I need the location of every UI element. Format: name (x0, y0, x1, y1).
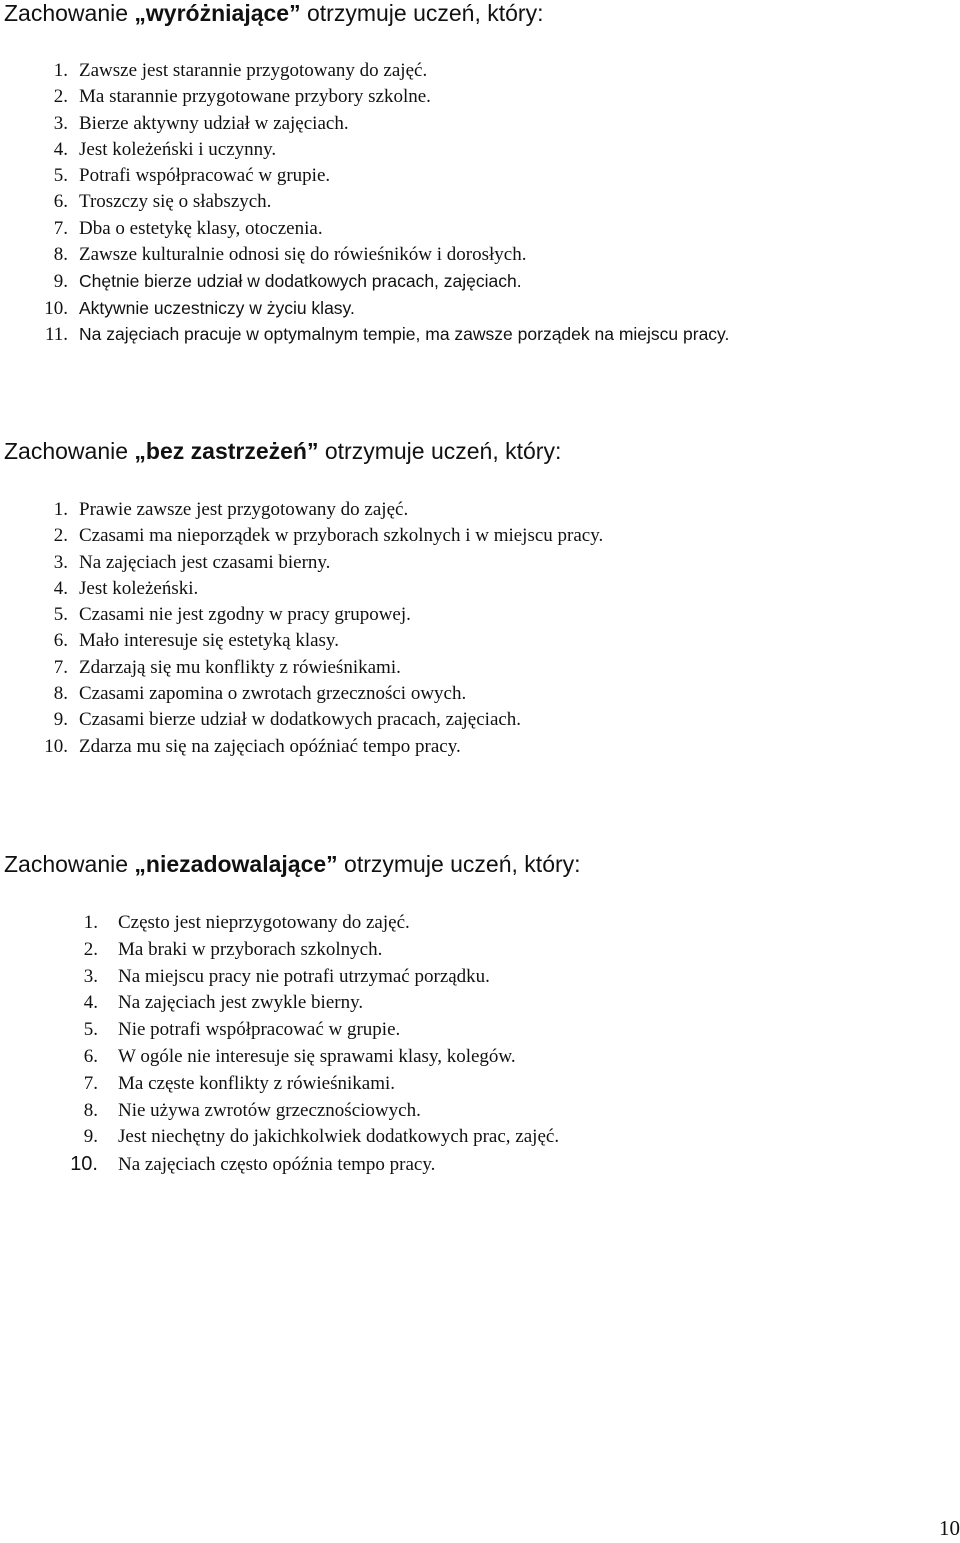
item-text: Jest koleżeński i uczynny. (79, 138, 277, 160)
item-number: 2. (53, 86, 68, 108)
item-text: Na miejscu pracy nie potrafi utrzymać porządku. (118, 965, 490, 987)
list-item (0, 84, 729, 110)
item-text: Prawie zawsze jest przygotowany do zajęć. (79, 499, 409, 520)
list-item (0, 937, 559, 964)
item-text: Ma braki w przyborach szkolnych. (118, 938, 383, 960)
page-number: 10 (939, 1516, 960, 1540)
list-item (0, 1124, 559, 1151)
item-text: Ma częste konflikty z rówieśnikami. (118, 1072, 396, 1094)
item-text: Zawsze kulturalnie odnosi się do rówieśników i dorosłych. (79, 244, 527, 266)
item-number: 10. (44, 297, 68, 319)
item-number: 7. (53, 656, 68, 678)
item-text: Nie potrafi współpracować w grupie. (118, 1019, 401, 1041)
item-text: Aktywnie uczestniczy w życiu klasy. (79, 297, 355, 318)
item-text: Chętnie bierze udział w dodatkowych pracach, zajęciach. (79, 271, 522, 292)
item-number: 4. (53, 577, 68, 599)
item-number: 10. (44, 735, 68, 757)
list-item (0, 137, 729, 163)
list-item (0, 990, 559, 1017)
item-text: Czasami ma nieporządek w przyborach szkolnych i w miejscu pracy. (79, 525, 604, 547)
item-text: Ma starannie przygotowane przybory szkolne. (79, 86, 431, 108)
item-text: Często jest nieprzygotowany do zajęć. (118, 912, 410, 933)
item-number: 5. (83, 1019, 98, 1041)
list-item (0, 163, 729, 189)
list-item (0, 576, 603, 602)
item-text: Na zajęciach jest zwykle bierny. (118, 992, 364, 1014)
list-item (0, 111, 729, 137)
item-number: 3. (53, 112, 68, 134)
item-number: 5. (53, 165, 68, 187)
heading-suffix: otrzymuje uczeń, który: (300, 0, 544, 26)
item-number: 1. (53, 60, 68, 81)
list-item (0, 497, 603, 523)
heading-prefix: Zachowanie (4, 851, 135, 877)
item-text: Czasami nie jest zgodny w pracy grupowej. (79, 604, 411, 626)
item-text: Dba o estetykę klasy, otoczenia. (79, 217, 323, 239)
item-number: 6. (53, 191, 68, 213)
item-number: 5. (53, 604, 68, 626)
list-item (0, 1151, 559, 1178)
item-text: Czasami zapomina o zwrotach grzeczności owych. (79, 683, 467, 705)
item-text: Mało interesuje się estetyką klasy. (79, 630, 339, 652)
heading-keyword: „wyróżniające” (134, 0, 301, 26)
section-heading-niezadowalajace (4, 853, 581, 876)
list-item (0, 602, 603, 628)
list-item (0, 707, 603, 733)
list-item (0, 242, 729, 268)
item-number: 8. (53, 244, 68, 266)
item-number: 6. (83, 1045, 98, 1067)
item-number: 3. (53, 551, 68, 573)
section-heading-bez-zastrzezen (4, 440, 561, 463)
item-text: Nie używa zwrotów grzecznościowych. (118, 1099, 421, 1121)
list-item (0, 189, 729, 215)
heading-keyword: „bez zastrzeżeń” (134, 438, 319, 464)
list-item (0, 1071, 559, 1098)
list-item (0, 910, 559, 937)
item-number: 2. (83, 938, 98, 960)
item-text: Zdarza mu się na zajęciach opóźniać tempo pracy. (79, 735, 461, 757)
item-text: W ogóle nie interesuje się sprawami klasy, kolegów. (118, 1045, 516, 1067)
item-number: 8. (53, 683, 68, 705)
list-item (0, 58, 729, 84)
list-item (0, 321, 729, 347)
list-item (0, 216, 729, 242)
list-item (0, 734, 603, 760)
item-text: Bierze aktywny udział w zajęciach. (79, 112, 349, 134)
list-item (0, 550, 603, 576)
item-number: 4. (83, 992, 98, 1014)
heading-suffix: otrzymuje uczeń, który: (318, 438, 562, 464)
item-number: 7. (83, 1072, 98, 1094)
item-text: Na zajęciach często opóźnia tempo pracy. (118, 1154, 436, 1176)
item-number: 2. (53, 525, 68, 547)
heading-suffix: otrzymuje uczeń, który: (337, 851, 581, 877)
list-item (0, 681, 603, 707)
item-number: 11. (44, 323, 68, 345)
list-item (0, 523, 603, 549)
list-item (0, 1017, 559, 1044)
item-text: Na zajęciach pracuje w optymalnym tempie, ma zawsze porządek na miejscu pracy. (79, 323, 730, 344)
item-text: Troszczy się o słabszych. (79, 191, 272, 213)
heading-keyword: „niezadowalające” (134, 851, 338, 877)
item-text: Jest koleżeński. (79, 577, 199, 599)
list-item (0, 1044, 559, 1071)
list-item (0, 268, 729, 294)
list-item (0, 628, 603, 654)
list-item (0, 655, 603, 681)
item-number: 9. (53, 271, 68, 293)
item-number: 6. (53, 630, 68, 652)
list-item (0, 1098, 559, 1125)
item-number: 7. (53, 217, 68, 239)
criteria-list-wyrozniajace (0, 58, 729, 347)
criteria-list-niezadowalajace (0, 910, 559, 1178)
item-text: Czasami bierze udział w dodatkowych pracach, zajęciach. (79, 709, 522, 731)
heading-prefix: Zachowanie (4, 438, 135, 464)
list-item (0, 295, 729, 321)
list-item (0, 964, 559, 991)
item-number: 1. (83, 912, 98, 933)
item-number: 3. (83, 965, 98, 987)
item-text: Na zajęciach jest czasami bierny. (79, 551, 331, 573)
item-number: 8. (83, 1099, 98, 1121)
item-text: Potrafi współpracować w grupie. (79, 165, 331, 187)
item-number: 9. (83, 1126, 98, 1148)
criteria-list-bez-zastrzezen (0, 497, 603, 760)
item-number: 1. (53, 499, 68, 520)
heading-prefix: Zachowanie (4, 0, 135, 26)
item-number: 10. (70, 1153, 98, 1176)
section-heading-wyrozniajace (4, 2, 543, 25)
item-text: Zawsze jest starannie przygotowany do zajęć. (79, 60, 428, 81)
item-text: Zdarzają się mu konflikty z rówieśnikami. (79, 656, 401, 678)
item-text: Jest niechętny do jakichkolwiek dodatkowych prac, zajęć. (118, 1126, 560, 1148)
item-number: 4. (53, 138, 68, 160)
item-number: 9. (53, 709, 68, 731)
